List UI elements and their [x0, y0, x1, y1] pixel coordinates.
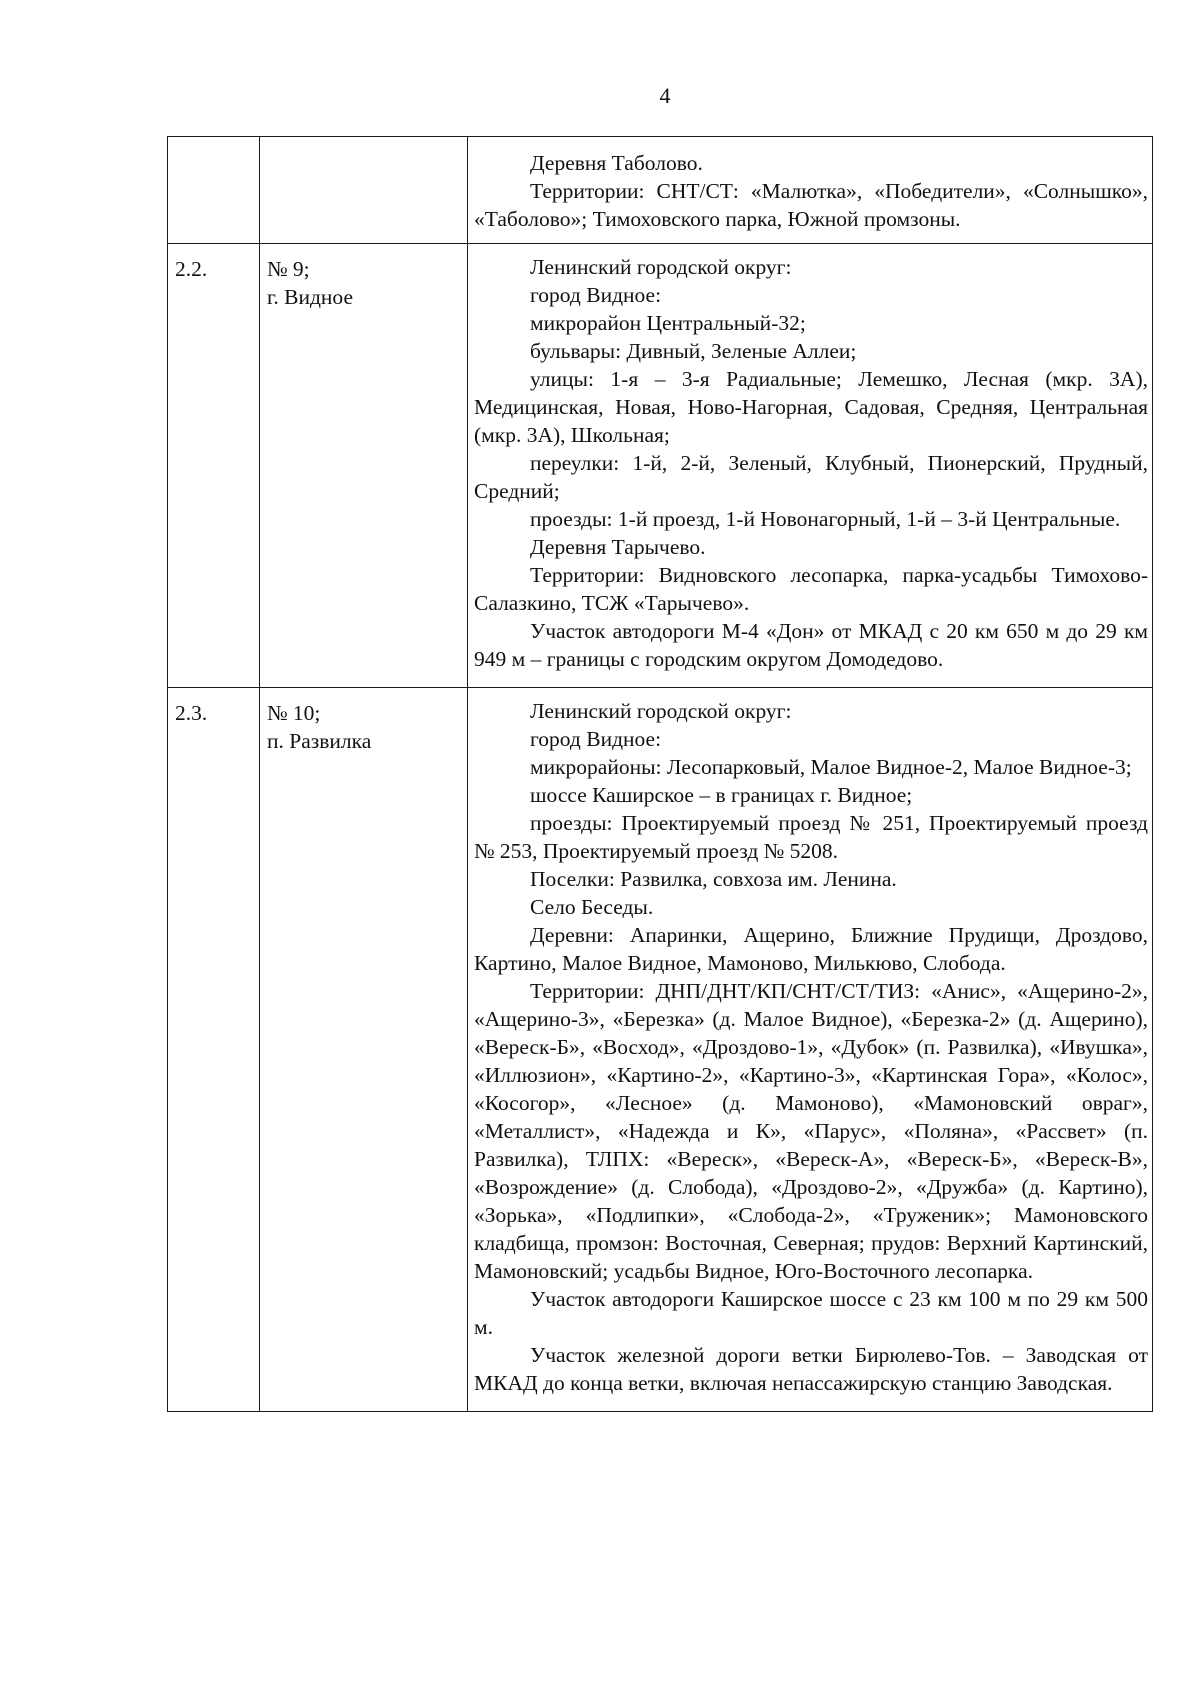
row-number-cell — [168, 688, 260, 1412]
description-paragraph: переулки: 1-й, 2-й, Зеленый, Клубный, Пионерский, Прудный, Средний; — [474, 451, 1148, 503]
description-paragraph: Поселки: Развилка, совхоза им. Ленина. — [530, 867, 897, 891]
description-paragraph: шоссе Каширское – в границах г. Видное; — [530, 783, 913, 807]
district-name-line: № 10; — [267, 701, 321, 725]
row-number-cell — [168, 244, 260, 688]
description-paragraph: Ленинский городской округ: — [530, 255, 792, 279]
description-paragraph: улицы: 1-я – 3-я Радиальные; Лемешко, Лесная (мкр. 3А), Медицинская, Новая, Ново-Нагорная, Садовая, Средняя, Центральная (мкр. 3А), Школьная; — [474, 367, 1148, 447]
row-number: 2.2. — [175, 257, 208, 281]
table-row — [168, 244, 1153, 688]
description-paragraph: проезды: Проектируемый проезд № 251, Проектируемый проезд № 253, Проектируемый проезд № 5208. — [474, 811, 1148, 863]
description-paragraph: Ленинский городской округ: — [530, 699, 792, 723]
description-paragraph: Территории: Видновского лесопарка, парка-усадьбы Тимохово-Салазкино, ТСЖ «Тарычево». — [474, 563, 1148, 615]
row-number: 2.3. — [175, 701, 208, 725]
description-paragraph: город Видное: — [530, 727, 662, 751]
description-paragraph: проезды: 1-й проезд, 1-й Новонагорный, 1-й – 3-й Центральные. — [530, 507, 1121, 531]
district-description-cell — [468, 688, 1153, 1412]
description-paragraph: Деревня Таболово. — [530, 151, 703, 175]
district-name-line: п. Развилка — [267, 729, 372, 753]
description-paragraph: Участок железной дороги ветки Бирюлево-Тов. – Заводская от МКАД до конца ветки, включая непассажирскую станцию Заводская. — [474, 1343, 1148, 1395]
description-paragraph: бульвары: Дивный, Зеленые Аллеи; — [530, 339, 857, 363]
districts-table — [167, 136, 1153, 1412]
description-paragraph: Территории: ДНП/ДНТ/КП/СНТ/СТ/ТИЗ: «Анис», «Ащерино-2», «Ащерино-3», «Березка» (д. Малое Видное), «Березка-2» (д. Ащерино), «Вереск-Б», «Восход», «Дроздово-1», «Дубок» (п. Развилка), «Ивушка», «Иллюзион», «Картино-2», «Картино-3», «Картинская Гора», «Колос», «Косогор», «Лесное» (д. Мамоново), «Мамоновский овраг», «Металлист», «Надежда и К», «Парус», «Поляна», «Рассвет» (п. Развилка), ТЛПХ: «Вереск», «Вереск-А», «Вереск-Б», «Вереск-В», «Возрождение» (д. Слобода), «Дроздово-2», «Дружба» (д. Картино), «Зорька», «Подлипки», «Слобода-2», «Труженик»; Мамоновского кладбища, промзон: Восточная, Северная; прудов: Верхний Картинский, Мамоновский; усадьбы Видное, Юго-Восточного лесопарка. — [474, 979, 1148, 1283]
description-paragraph: Территории: СНТ/СТ: «Малютка», «Победители», «Солнышко», «Таболово»; Тимоховского парка, Южной промзоны. — [474, 179, 1148, 231]
description-paragraph: микрорайоны: Лесопарковый, Малое Видное-2, Малое Видное-3; — [530, 755, 1132, 779]
district-name-line: № 9; — [267, 257, 310, 281]
table-row — [168, 137, 1153, 244]
description-paragraph: город Видное: — [530, 283, 662, 307]
description-paragraph: Село Беседы. — [530, 895, 654, 919]
district-name-cell — [260, 244, 468, 688]
table-row — [168, 688, 1153, 1412]
description-paragraph: Деревни: Апаринки, Ащерино, Ближние Прудищи, Дроздово, Картино, Малое Видное, Мамоново, Милькюво, Слобода. — [474, 923, 1148, 975]
district-description-cell — [468, 137, 1153, 244]
description-paragraph: Участок автодороги Каширское шоссе с 23 км 100 м по 29 км 500 м. — [474, 1287, 1148, 1339]
row-number-cell — [168, 137, 260, 244]
district-description-cell — [468, 244, 1153, 688]
district-name-line: г. Видное — [267, 285, 353, 309]
description-paragraph: Участок автодороги М-4 «Дон» от МКАД с 20 км 650 м до 29 км 949 м – границы с городским округом Домодедово. — [474, 619, 1148, 671]
page-number: 4 — [659, 83, 671, 108]
district-name-cell — [260, 688, 468, 1412]
description-paragraph: Деревня Тарычево. — [530, 535, 706, 559]
district-name-cell — [260, 137, 468, 244]
description-paragraph: микрорайон Центральный-32; — [530, 311, 806, 335]
